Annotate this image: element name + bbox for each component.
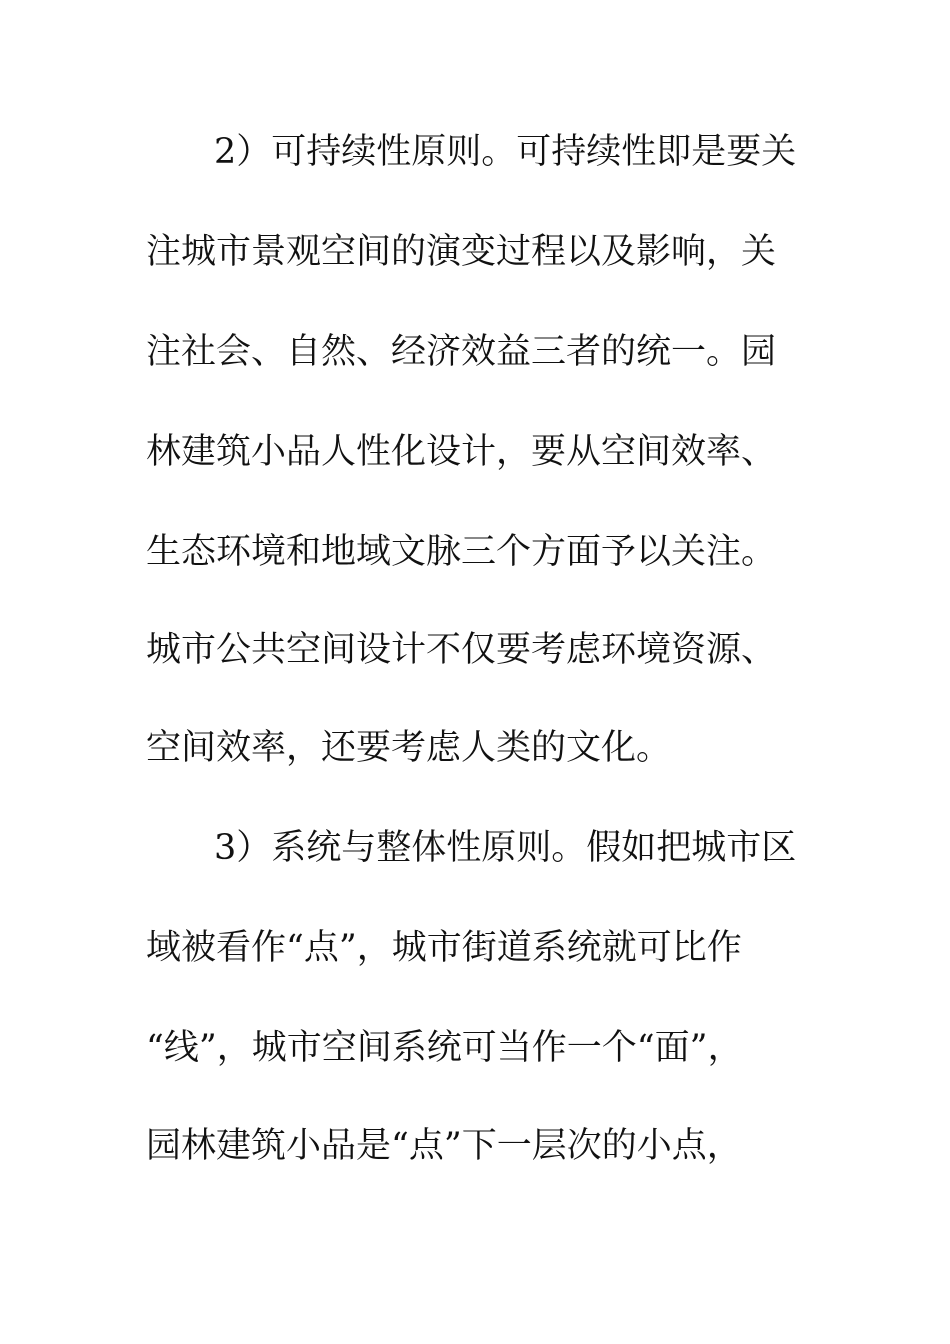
paragraph-3-line-3: “线”，城市空间系统可当作一个“面”， — [146, 1028, 743, 1068]
paragraph-2-line-1: 2）可持续性原则。可持续性即是要关 — [214, 132, 797, 172]
paragraph-2-line-7: 空间效率，还要考虑人类的文化。 — [146, 728, 672, 768]
paragraph-2-line-5: 生态环境和地域文脉三个方面予以关注。 — [146, 532, 777, 572]
paragraph-2-line-3: 注社会、自然、经济效益三者的统一。园 — [146, 332, 777, 372]
paragraph-2-line-2: 注城市景观空间的演变过程以及影响，关 — [146, 232, 777, 272]
paragraph-3-line-4: 园林建筑小品是“点”下一层次的小点， — [146, 1126, 742, 1166]
paragraph-2-line-4: 林建筑小品人性化设计，要从空间效率、 — [146, 432, 777, 472]
paragraph-2-line-6: 城市公共空间设计不仅要考虑环境资源、 — [146, 630, 777, 670]
paragraph-3-line-1: 3）系统与整体性原则。假如把城市区 — [214, 828, 797, 868]
paragraph-3-line-2: 域被看作“点”，城市街道系统就可比作 — [146, 928, 742, 968]
